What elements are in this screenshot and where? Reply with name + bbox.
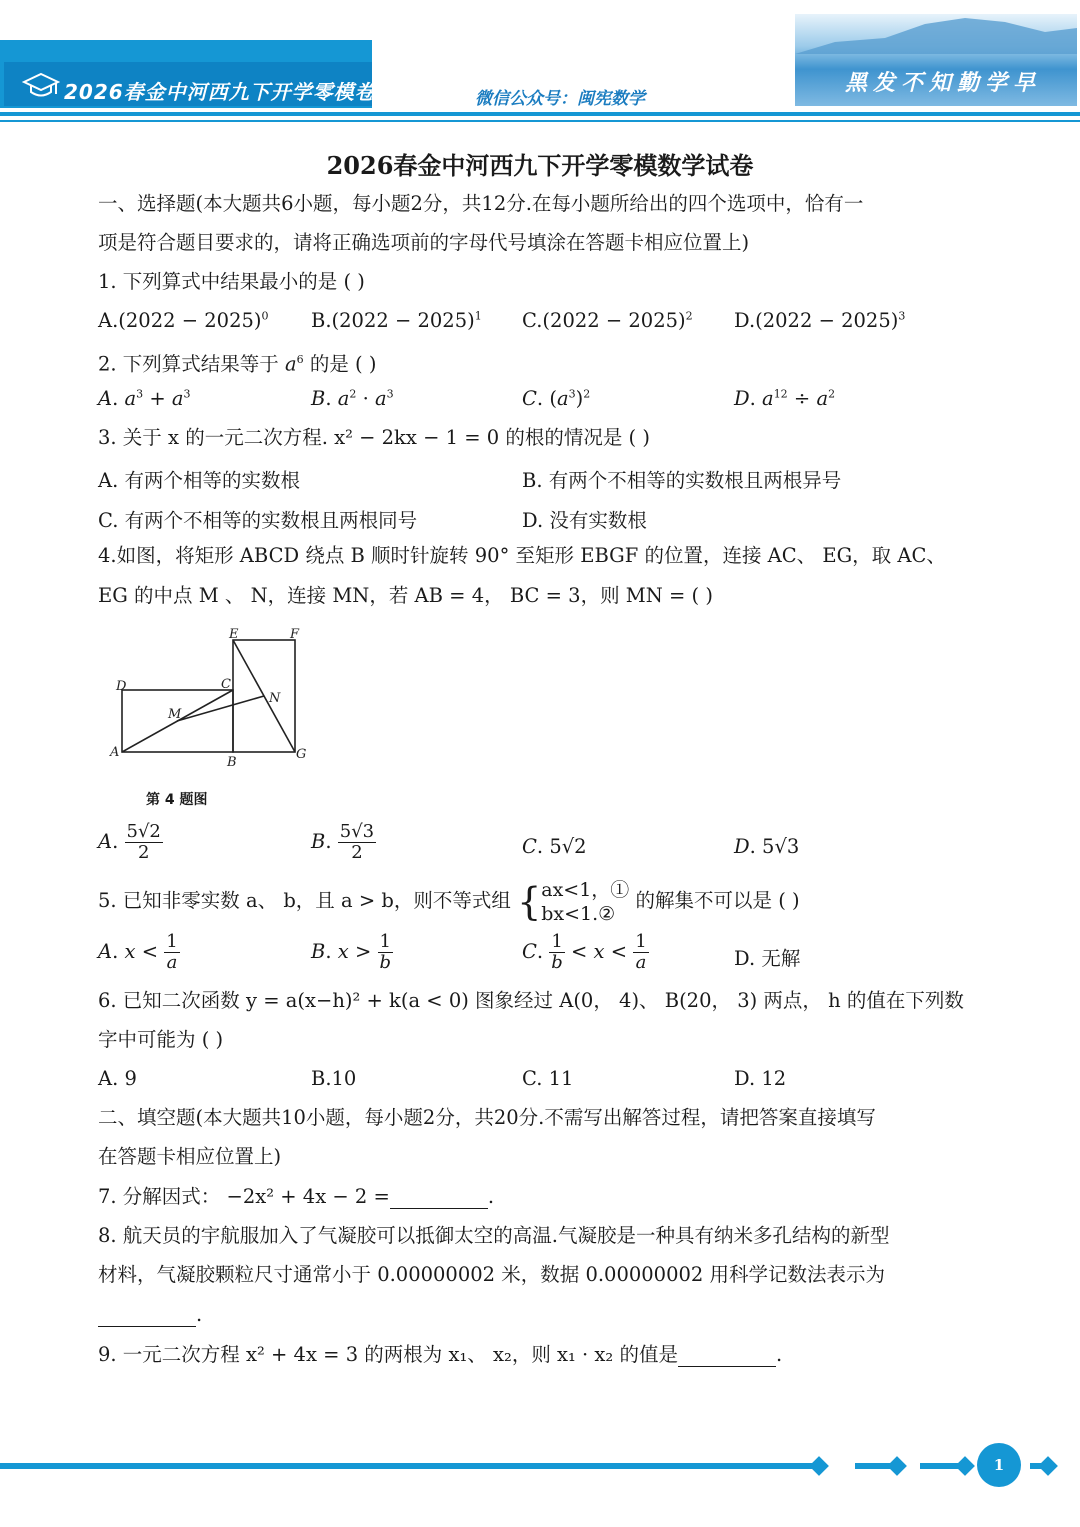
q2-option-c: C. $(a^3)^2$	[522, 387, 591, 410]
q3-option-b: B. 有两个不相等的实数根且两根异号	[522, 469, 842, 492]
q6-option-b: B.10	[311, 1067, 357, 1090]
page-title: 2026春金中河西九下开学零模数学试卷	[326, 151, 754, 180]
q6-line1: 6. 已知二次函数 y = a(x−h)² + k(a < 0) 图象经过 A(0， 4)、 B(20， 3) 两点， h 的值在下列数	[98, 989, 964, 1012]
footer-diamond-icon	[887, 1456, 907, 1476]
header-rule-thin	[0, 120, 1080, 122]
footer-diamond-icon	[955, 1456, 975, 1476]
q6-line2: 字中可能为 ( )	[98, 1028, 224, 1051]
q4-option-b: B. $\frac{5√3}{2}$	[311, 821, 375, 863]
q8-line1: 8. 航天员的宇航服加入了气凝胶可以抵御太空的高温.气凝胶是一种具有纳米多孔结构的新型	[98, 1224, 890, 1247]
page-number: 1	[977, 1443, 1021, 1487]
q5-option-d: D. 无解	[734, 947, 801, 970]
q2-stem: 2. 下列算式结果等于 $a^6$ 的是 ( )	[98, 352, 377, 376]
q5-option-b: B. x > $\frac{1}{b}$	[311, 931, 391, 973]
footer-line	[0, 1463, 815, 1469]
label-m: M	[168, 707, 182, 722]
q1-stem: 1. 下列算式中结果最小的是 ( )	[98, 270, 365, 293]
section2-line1: 二、填空题(本大题共10小题，每小题2分，共20分.不需写出解答过程，请把答案直接填写	[98, 1106, 876, 1129]
section2-line2: 在答题卡相应位置上)	[98, 1145, 282, 1168]
q8-answer-line: .	[98, 1303, 202, 1327]
label-d: D	[116, 679, 127, 694]
q2-option-b: B. $a^2 \cdot a^3$	[311, 387, 394, 410]
q4-option-a: A. $\frac{5√2}{2}$	[98, 821, 161, 863]
q7-answer-blank	[390, 1190, 488, 1209]
label-g: G	[296, 747, 307, 762]
q2-option-d: D. $a^{12} \div a^2$	[734, 387, 836, 410]
label-n: N	[269, 691, 281, 706]
header-rule	[0, 112, 1080, 116]
label-a: A	[110, 745, 120, 760]
graduation-cap-icon	[22, 72, 60, 100]
figure-caption: 第 4 题图	[146, 792, 208, 808]
q4-option-c: C. 5√2	[522, 835, 587, 858]
q3-option-d: D. 没有实数根	[522, 509, 647, 532]
q6-option-d: D. 12	[734, 1067, 787, 1090]
q5-ineq2: bx<1.②	[541, 902, 616, 925]
footer-diamond-icon	[1038, 1456, 1058, 1476]
mountain-icon	[795, 14, 1077, 54]
series-title: 2026春金中河西九下开学零模卷	[64, 80, 376, 104]
q1-option-a: $A.(2022 - 2025)^0$	[98, 309, 269, 332]
q3-option-c: C. 有两个不相等的实数根且两根同号	[98, 509, 418, 532]
q7: 7. 分解因式： −2x² + 4x − 2 = .	[98, 1185, 495, 1208]
q2-option-a: A. $a^3 + a^3$	[98, 387, 191, 410]
section1-line2: 项是符合题目要求的，请将正确选项前的字母代号填涂在答题卡相应位置上)	[98, 231, 750, 254]
q4-option-d: D. 5√3	[734, 835, 800, 858]
footer-diamond-icon	[809, 1456, 829, 1476]
q5-stem: 5. 已知非零实数 a、 b，且 a > b，则不等式组 { ax<1，① bx<1.② 的解集不可以是 ( )	[98, 878, 800, 925]
q1-option-d: $D.(2022 - 2025)^3$	[734, 309, 906, 332]
q8-line2: 材料，气凝胶颗粒尺寸通常小于 0.00000002 米，数据 0.00000002 用科学记数法表示为	[98, 1263, 886, 1286]
q3-stem: 3. 关于 x 的一元二次方程. x² − 2kx − 1 = 0 的根的情况是 ( )	[98, 426, 650, 449]
q8-answer-blank	[98, 1308, 196, 1327]
q4-figure	[106, 624, 316, 774]
q6-option-c: C. 11	[522, 1067, 574, 1090]
label-b: B	[227, 755, 237, 770]
label-f: F	[290, 627, 300, 642]
q3-option-a: A. 有两个相等的实数根	[98, 469, 300, 492]
label-c: C	[221, 677, 231, 692]
q5-option-a: A. x < $\frac{1}{a}$	[98, 931, 178, 973]
label-e: E	[229, 627, 239, 642]
q9: 9. 一元二次方程 x² + 4x = 3 的两根为 x₁、 x₂，则 x₁ · x₂ 的值是 .	[98, 1343, 783, 1366]
q9-answer-blank	[678, 1348, 776, 1367]
wechat-account: 微信公众号：闽宪数学	[475, 89, 645, 109]
q5-ineq1: ax<1，①	[541, 878, 630, 901]
q6-option-a: A. 9	[98, 1067, 137, 1090]
q1-option-b: $B.(2022 - 2025)^1$	[311, 309, 482, 332]
segment-mn	[177, 696, 264, 721]
q5-option-c: C. $\frac{1}{b}$ < x < $\frac{1}{a}$	[522, 931, 647, 973]
q1-option-c: $C.(2022 - 2025)^2$	[522, 309, 693, 332]
q4-line1: 4.如图，将矩形 ABCD 绕点 B 顺时针旋转 90° 至矩形 EBGF 的位置，连接 AC、 EG，取 AC、	[98, 544, 946, 567]
section1-line1: 一、选择题(本大题共6小题，每小题2分，共12分.在每小题所给出的四个选项中，恰有一	[98, 192, 864, 215]
motto: 黑发不知勤学早	[845, 71, 1042, 96]
q4-line2: EG 的中点 M 、 N，连接 MN，若 AB = 4， BC = 3，则 MN = ( )	[98, 584, 713, 607]
